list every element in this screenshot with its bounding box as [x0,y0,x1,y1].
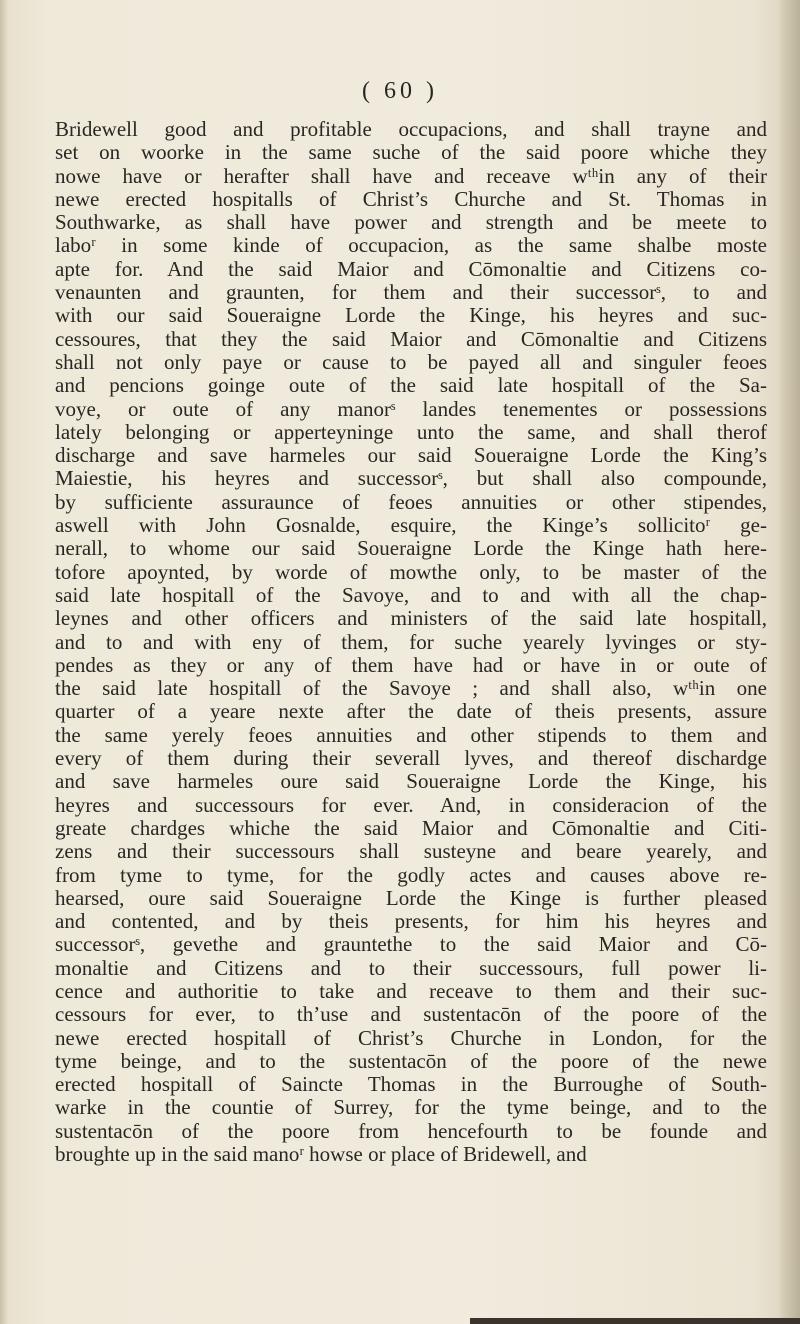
text-line: leynes and other officers and ministers of the said late hospitall, [55,606,767,631]
text-line: laboʳ in some kinde of occupacion, as the same shalbe moste [55,233,767,258]
text-line: shall not only paye or cause to be payed all and singuler feoes [55,349,767,374]
text-line: Southwarke, as shall have power and strength and be meete to [55,210,767,235]
text-line: every of them during their severall lyves, and thereof dischardge [55,746,767,771]
text-line: with our said Soueraigne Lorde the Kinge, his heyres and suc- [55,303,767,328]
text-line: cence and authoritie to take and receave to them and their suc- [55,978,767,1003]
page-bottom-edge [470,1318,800,1324]
text-line: from tyme to tyme, for the godly actes and causes above re- [55,862,767,887]
text-line: Maiestie, his heyres and successorˢ, but shall also compounde, [55,466,767,491]
text-line: tyme beinge, and to the sustentacōn of the poore of the newe [55,1048,767,1073]
text-line: the same yerely feoes annuities and other stipends to them and [55,722,767,747]
text-line: zens and their successours shall susteyne and beare yearely, and [55,839,767,864]
text-line: lately belonging or apperteyninge unto the same, and shall therof [55,419,767,444]
text-line: nerall, to whome our said Soueraigne Lorde the Kinge hath here- [55,536,767,561]
text-line: sustentacōn of the poore from hencefourth to be founde and [55,1118,767,1143]
text-line: newe erected hospitall of Christ’s Churche in London, for the [55,1025,767,1050]
text-line: newe erected hospitalls of Christ’s Churche and St. Thomas in [55,186,767,211]
text-line: venaunten and graunten, for them and their successorˢ, to and [55,280,767,305]
text-line: aswell with John Gosnalde, esquire, the Kinge’s sollicitoʳ ge- [55,513,767,538]
text-line: tofore apoynted, by worde of mowthe only, to be master of the [55,559,767,584]
text-line: and contented, and by theis presents, for him his heyres and [55,909,767,934]
text-line: quarter of a yeare nexte after the date of theis presents, assure [55,699,767,724]
text-line: the said late hospitall of the Savoye ; and shall also, wᵗʰin one [55,676,767,701]
text-line: warke in the countie of Surrey, for the tyme beinge, and to the [55,1095,767,1120]
text-line: heyres and successours for ever. And, in consideracion of the [55,792,767,817]
text-line: apte for. And the said Maior and Cōmonaltie and Citizens co- [55,256,767,281]
text-line: Bridewell good and profitable occupacions, and shall trayne and [55,117,767,141]
text-line: voye, or oute of any manorˢ landes tenementes or possessions [55,396,767,421]
text-line: monaltie and Citizens and to their successours, full power li- [55,955,767,980]
text-line: successorˢ, gevethe and grauntethe to the said Maior and Cō- [55,932,767,957]
text-line: and to and with eny of them, for suche yearely lyvinges or sty- [55,629,767,654]
text-line: cessoures, that they the said Maior and Cōmonaltie and Citizens [55,326,767,351]
text-line: by sufficiente assuraunce of feoes annuities or other stipendes, [55,489,767,514]
page-left-shadow [0,0,8,1324]
text-line: said late hospitall of the Savoye, and to and with all the chap- [55,582,767,607]
body-text [55,118,767,1166]
text-line: discharge and save harmeles our said Soueraigne Lorde the King’s [55,443,767,468]
text-line: set on woorke in the same suche of the said poore whiche they [55,140,767,165]
text-line: hearsed, oure said Soueraigne Lorde the Kinge is further pleased [55,885,767,910]
text-line: pendes as they or any of them have had or have in or oute of [55,652,767,677]
text-line: and save harmeles oure said Soueraigne Lorde the Kinge, his [55,769,767,794]
page-number: ( 60 ) [362,78,438,104]
text-line: cessours for ever, to th’use and sustentacōn of the poore of the [55,1002,767,1027]
page-gutter-shadow [778,0,800,1324]
text-line: greate chardges whiche the said Maior and Cōmonaltie and Citi- [55,815,767,840]
text-line: erected hospitall of Saincte Thomas in the Burroughe of South- [55,1072,767,1097]
text-line: and pencions goinge oute of the said late hospitall of the Sa- [55,373,767,398]
text-line: broughte up in the said manoʳ howse or place of Bridewell, and [55,1142,587,1167]
text-line: nowe have or herafter shall have and receave wᵗʰin any of their [55,163,767,188]
